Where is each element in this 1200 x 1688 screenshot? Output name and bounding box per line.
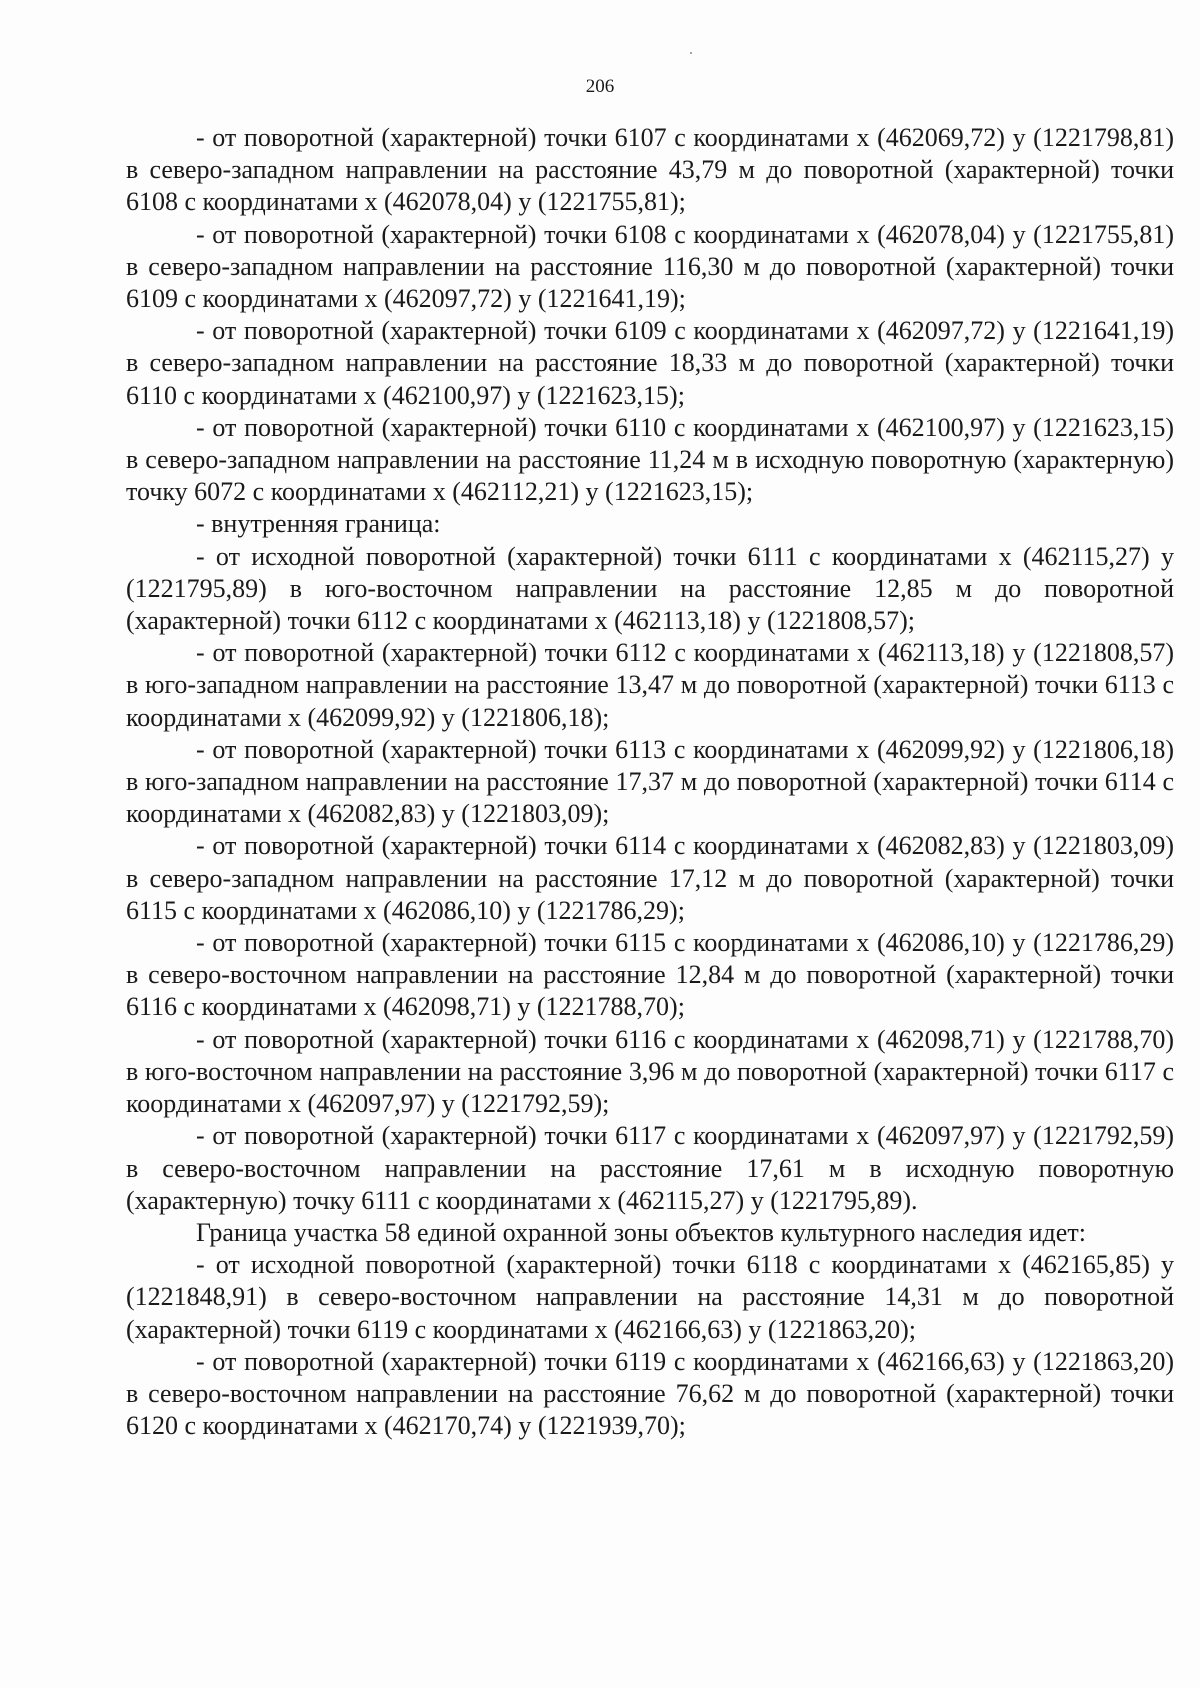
paragraph: - от поворотной (характерной) точки 6116 с координатами x (462098,71) y (1221788,70) в юго-восточном направлении на расстояние 3,96 м до поворотной (характерной) точки 6117 с координатами x (462097,97) y (1221792,59); — [126, 1024, 1174, 1119]
paragraph: - от поворотной (характерной) точки 6112 с координатами x (462113,18) y (1221808,57) в юго-западном направлении на расстояние 13,47 м до поворотной (характерной) точки 6113 с координатами x (462099,92) y (1221806,18); — [126, 638, 1174, 732]
paragraph-subheading: - внутренняя граница: — [196, 509, 441, 539]
section-intro-paragraph: Граница участка 58 единой охранной зоны объектов культурного наследия идет: — [196, 1217, 1086, 1247]
paragraph: - от поворотной (характерной) точки 6110 с координатами x (462100,97) y (1221623,15) в северо-западном направлении на расстояние 11,24 м в исходную поворотную (характерную) точку 6072 с координатами x (462112,21) y (1221623,15); — [126, 412, 1174, 507]
paragraph: - от поворотной (характерной) точки 6117 с координатами x (462097,97) y (1221792,59) в северо-восточном направлении на расстояние 17,61 м в исходную поворотную (характерную) точку 6111 с координатами x (462115,27) y (1221795,89). — [126, 1121, 1174, 1215]
paragraph: - от поворотной (характерной) точки 6113 с координатами x (462099,92) y (1221806,18) в юго-западном направлении на расстояние 17,37 м до поворотной (характерной) точки 6114 с координатами x (462082,83) y (1221803,09); — [126, 734, 1174, 829]
paragraph: - от исходной поворотной (характерной) точки 6118 с координатами x (462165,85) y (1221848,91) в северо-восточном направлении на расстояние 14,31 м до поворотной (характерной) точки 6119 с координатами x (462166,63) y (1221863,20); — [126, 1250, 1174, 1344]
paragraph: - от поворотной (характерной) точки 6115 с координатами x (462086,10) y (1221786,29) в северо-восточном направлении на расстояние 12,84 м до поворотной (характерной) точки 6116 с координатами x (462098,71) y (1221788,70); — [126, 928, 1174, 1022]
scan-speck — [690, 52, 692, 54]
paragraph: - от поворотной (характерной) точки 6107 с координатами x (462069,72) y (1221798,81) в северо-западном направлении на расстояние 43,79 м до поворотной (характерной) точки 6108 с координатами x (462078,04) y (1221755,81); — [126, 123, 1174, 217]
paragraph: - от поворотной (характерной) точки 6109 с координатами x (462097,72) y (1221641,19) в северо-западном направлении на расстояние 18,33 м до поворотной (характерной) точки 6110 с координатами x (462100,97) y (1221623,15); — [126, 316, 1174, 410]
document-body — [126, 122, 1174, 1442]
paragraph: - от поворотной (характерной) точки 6108 с координатами x (462078,04) y (1221755,81) в северо-западном направлении на расстояние 116,30 м до поворотной (характерной) точки 6109 с координатами x (462097,72) y (1221641,19); — [126, 219, 1174, 314]
paragraph: - от исходной поворотной (характерной) точки 6111 с координатами x (462115,27) y (1221795,89) в юго-восточном направлении на расстояние 12,85 м до поворотной (характерной) точки 6112 с координатами x (462113,18) y (1221808,57); — [126, 541, 1174, 636]
paragraph: - от поворотной (характерной) точки 6119 с координатами x (462166,63) y (1221863,20) в северо-восточном направлении на расстояние 76,62 м до поворотной (характерной) точки 6120 с координатами x (462170,74) y (1221939,70); — [126, 1346, 1174, 1441]
paragraph: - от поворотной (характерной) точки 6114 с координатами x (462082,83) y (1221803,09) в северо-западном направлении на расстояние 17,12 м до поворотной (характерной) точки 6115 с координатами x (462086,10) y (1221786,29); — [126, 831, 1174, 925]
page-number: 206 — [585, 76, 615, 97]
